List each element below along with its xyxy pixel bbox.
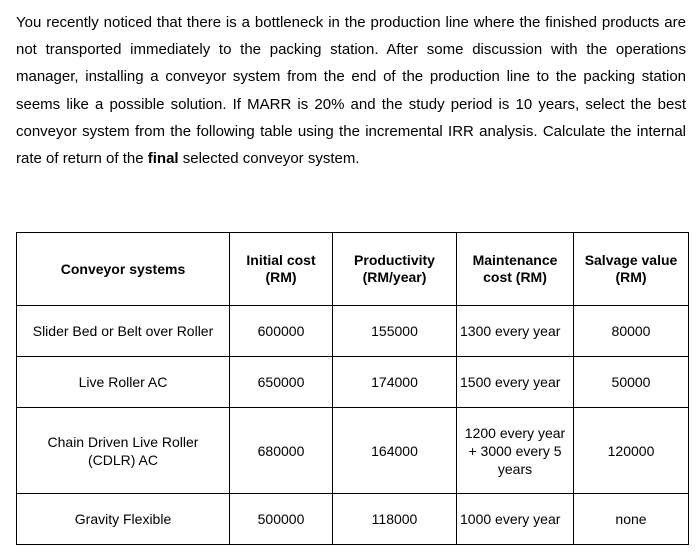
table-row	[17, 408, 689, 494]
cell-maintenance: 1000 every year	[457, 494, 574, 545]
table-row	[17, 306, 689, 357]
table-row	[17, 357, 689, 408]
cell-maintenance: 1300 every year	[457, 306, 574, 357]
cell-productivity: 155000	[333, 306, 457, 357]
conveyor-systems-table	[16, 232, 689, 545]
table-header-row	[17, 233, 689, 306]
cell-initial-cost: 650000	[230, 357, 333, 408]
problem-text-end: selected conveyor system.	[178, 150, 360, 168]
cell-maintenance: 1500 every year	[457, 357, 574, 408]
header-salvage-value: Salvage value (RM)	[574, 233, 689, 306]
cell-system: Slider Bed or Belt over Roller	[17, 306, 230, 357]
cell-initial-cost: 680000	[230, 408, 333, 494]
problem-statement	[16, 9, 686, 172]
table-row	[17, 494, 689, 545]
header-conveyor-systems: Conveyor systems	[17, 233, 230, 306]
cell-maintenance: 1200 every year + 3000 every 5 years	[457, 408, 574, 494]
cell-salvage: 50000	[574, 357, 689, 408]
cell-system: Live Roller AC	[17, 357, 230, 408]
cell-salvage: none	[574, 494, 689, 545]
cell-system: Chain Driven Live Roller (CDLR) AC	[17, 408, 230, 494]
cell-productivity: 164000	[333, 408, 457, 494]
problem-bold-word: final	[147, 150, 179, 168]
problem-text-start: You recently noticed that there is a bottleneck in the production line where the finished products are not transported immediately to the packing station. After some discussion with the operations manager, installing a conveyor system from the end of the production line to the packing station seems like a possible solution. If MARR is 20% and the study period is 10 years, select the best conveyor system from the following table using the incremental IRR analysis. Calculate the internal rate of return of the	[16, 14, 686, 168]
cell-salvage: 120000	[574, 408, 689, 494]
header-initial-cost: Initial cost (RM)	[230, 233, 333, 306]
cell-system: Gravity Flexible	[17, 494, 230, 545]
cell-initial-cost: 500000	[230, 494, 333, 545]
cell-initial-cost: 600000	[230, 306, 333, 357]
header-productivity: Productivity (RM/year)	[333, 233, 457, 306]
cell-productivity: 174000	[333, 357, 457, 408]
cell-salvage: 80000	[574, 306, 689, 357]
cell-productivity: 118000	[333, 494, 457, 545]
header-maintenance-cost: Maintenance cost (RM)	[457, 233, 574, 306]
